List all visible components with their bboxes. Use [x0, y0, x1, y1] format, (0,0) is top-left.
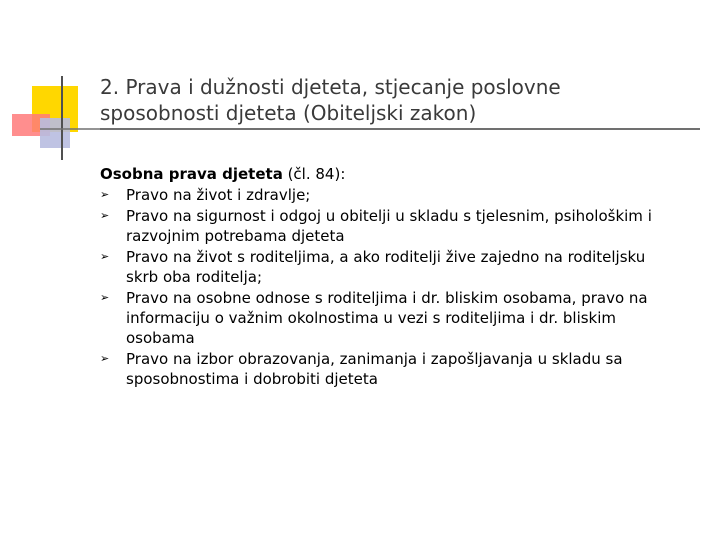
arrow-bullet-icon: ➢ — [100, 188, 110, 201]
slide-title — [100, 74, 700, 126]
list-item-line: Pravo na život i zdravlje; — [126, 186, 311, 204]
list-item-line: informaciju o važnim okolnostima u vezi s roditeljima i dr. bliskim — [126, 309, 617, 327]
deco-blue-square — [40, 118, 70, 148]
section-lead — [100, 164, 700, 184]
list-item — [100, 206, 700, 246]
title-line: 2. Prava i dužnosti djeteta, stjecanje poslovne — [100, 75, 561, 99]
title-line: sposobnosti djeteta (Obiteljski zakon) — [100, 101, 477, 125]
title-divider — [100, 128, 700, 130]
list-item — [100, 288, 700, 348]
list-item-line: razvojnim potrebama djeteta — [126, 227, 345, 245]
list-item-line: Pravo na život s roditeljima, a ako roditelji žive zajedno na roditeljsku — [126, 248, 646, 266]
rights-list — [100, 185, 700, 389]
arrow-bullet-icon: ➢ — [100, 209, 110, 222]
arrow-bullet-icon: ➢ — [100, 250, 110, 263]
slide-body — [100, 164, 700, 390]
list-item-line: Pravo na osobne odnose s roditeljima i dr. bliskim osobama, pravo na — [126, 289, 648, 307]
arrow-bullet-icon: ➢ — [100, 352, 110, 365]
list-item-line: osobama — [126, 329, 195, 347]
list-item — [100, 349, 700, 389]
list-item — [100, 185, 700, 205]
section-lead-bold: Osobna prava djeteta — [100, 165, 283, 183]
list-item-line: Pravo na izbor obrazovanja, zanimanja i zapošljavanja u skladu sa — [126, 350, 623, 368]
list-item-line: skrb oba roditelja; — [126, 268, 263, 286]
list-item-line: Pravo na sigurnost i odgoj u obitelji u skladu s tjelesnim, psihološkim i — [126, 207, 652, 225]
list-item — [100, 247, 700, 287]
list-item-line: sposobnostima i dobrobiti djeteta — [126, 370, 378, 388]
decorative-squares-graphic — [0, 0, 100, 170]
arrow-bullet-icon: ➢ — [100, 291, 110, 304]
section-lead-rest: (čl. 84): — [282, 165, 346, 183]
